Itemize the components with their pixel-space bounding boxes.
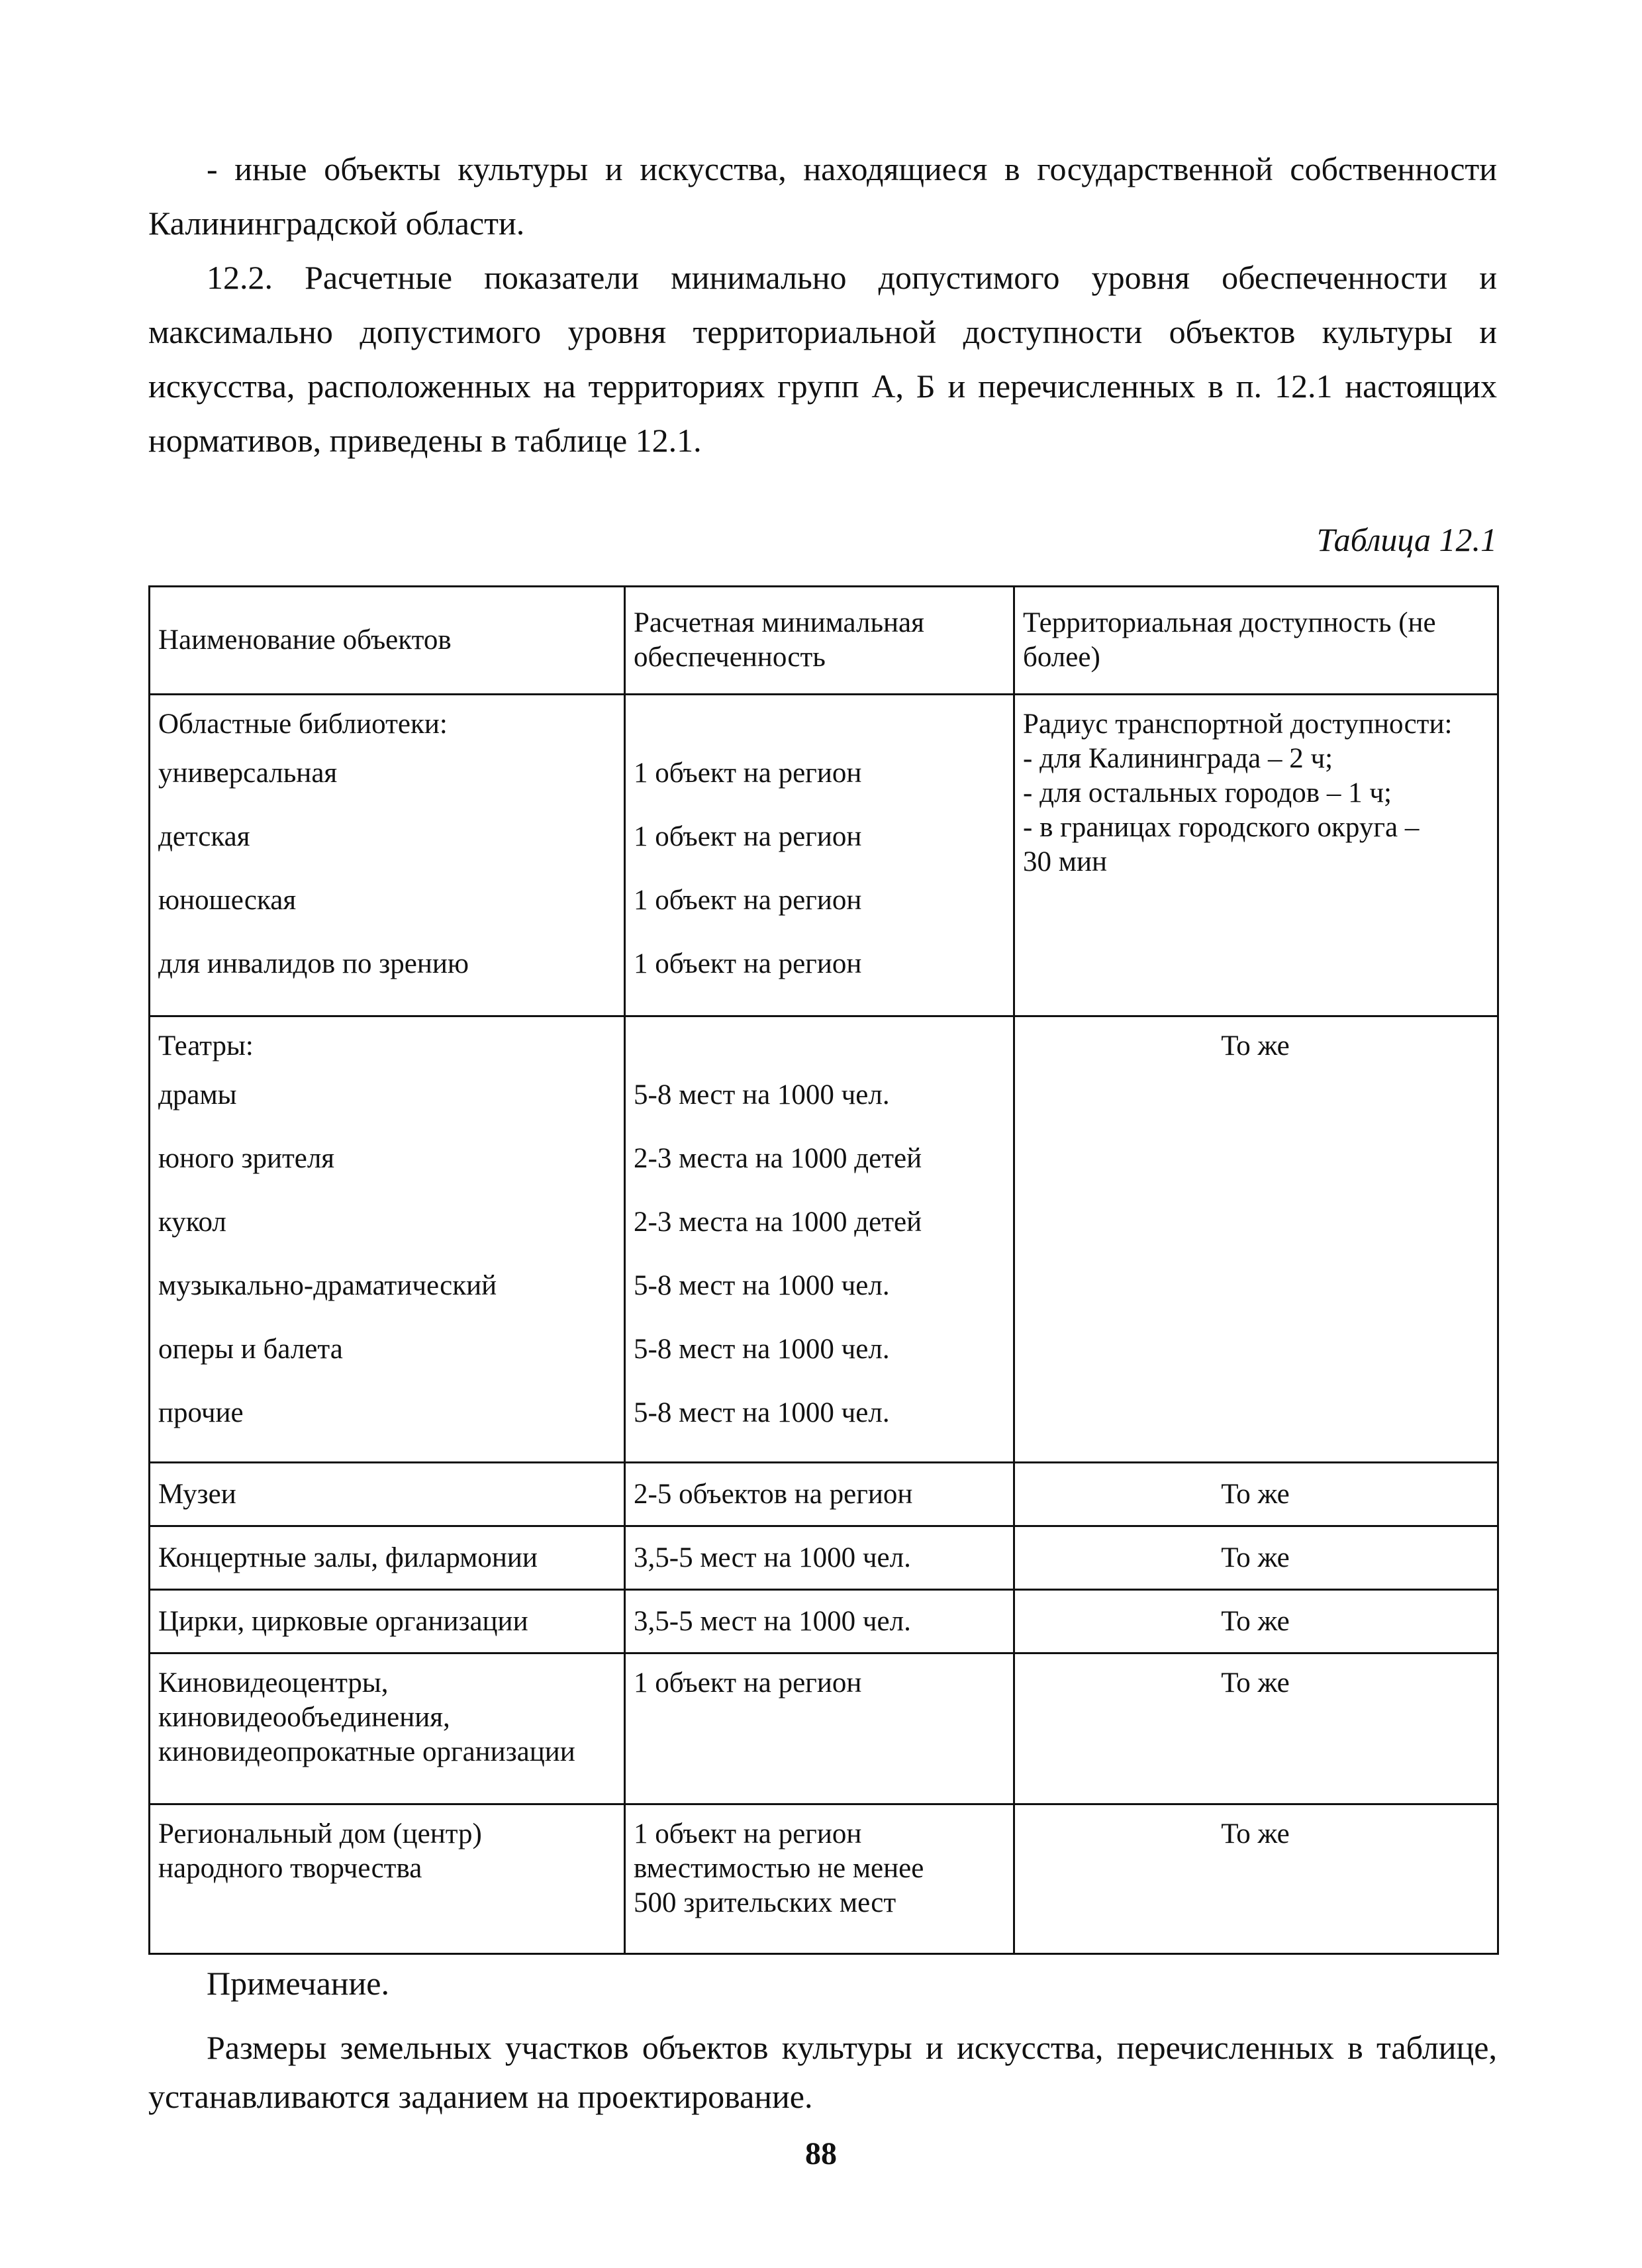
theatre-value: 2-3 места на 1000 детей bbox=[634, 1207, 922, 1238]
table-row-concert-halls bbox=[150, 1526, 1498, 1590]
cell-name: Музеи bbox=[150, 1463, 625, 1526]
cell-theatres-values bbox=[625, 1016, 1014, 1463]
access-line: - в границах городского округа – bbox=[1023, 812, 1420, 843]
header-provision: Расчетная минимальная обеспеченность bbox=[625, 587, 1014, 695]
cell-name: Киновидеоцентры, киновидеообъединения, киновидеопрокатные организации bbox=[150, 1653, 625, 1804]
theatre-value: 5-8 мест на 1000 чел. bbox=[634, 1397, 890, 1428]
theatre-item: драмы bbox=[158, 1079, 237, 1110]
note-text: Размеры земельных участков объектов культуры и искусства, перечисленных в таблице, устанавливаются заданием на проектирование. bbox=[148, 2029, 1497, 2115]
cell-value: 1 объект на регион bbox=[625, 1653, 1014, 1804]
theatre-value: 5-8 мест на 1000 чел. bbox=[634, 1079, 890, 1110]
cell-theatres-names bbox=[150, 1016, 625, 1463]
table-row-cinema-centres bbox=[150, 1653, 1498, 1804]
cell-value: 3,5-5 мест на 1000 чел. bbox=[625, 1590, 1014, 1653]
cell-access: То же bbox=[1014, 1804, 1498, 1954]
theatres-title: Театры: bbox=[158, 1030, 254, 1061]
cell-name: Региональный дом (центр) народного творчества bbox=[150, 1804, 625, 1954]
paragraph-2: 12.2. Расчетные показатели минимально допустимого уровня обеспеченности и максимально допустимого уровня территориальной доступности объектов культуры и искусства, расположенных на территориях групп А, Б и перечисленных в п. 12.1 настоящих нормативов, приведены в таблице 12.1. bbox=[148, 259, 1497, 459]
access-line: 30 мин bbox=[1023, 846, 1107, 877]
theatre-item: юного зрителя bbox=[158, 1143, 335, 1174]
libraries-title: Областные библиотеки: bbox=[158, 709, 448, 740]
theatre-item: музыкально-драматический bbox=[158, 1270, 497, 1301]
table-row-folk-art-house bbox=[150, 1804, 1498, 1954]
header-name: Наименование объектов bbox=[150, 587, 625, 695]
library-value: 1 объект на регион bbox=[634, 948, 862, 979]
theatre-item: оперы и балета bbox=[158, 1334, 343, 1365]
theatre-item: прочие bbox=[158, 1397, 244, 1428]
cell-value: 2-5 объектов на регион bbox=[625, 1463, 1014, 1526]
header-access: Территориальная доступность (не более) bbox=[1014, 587, 1498, 695]
note-title: Примечание. bbox=[207, 1965, 390, 2002]
library-item: юношеская bbox=[158, 885, 297, 916]
table-caption: Таблица 12.1 bbox=[1316, 521, 1497, 558]
theatre-item: кукол bbox=[158, 1207, 226, 1238]
library-item: детская bbox=[158, 821, 250, 852]
library-item: для инвалидов по зрению bbox=[158, 948, 469, 979]
table-row-theatres bbox=[150, 1016, 1498, 1463]
access-line: Радиус транспортной доступности: bbox=[1023, 709, 1453, 740]
cell-libraries-values bbox=[625, 695, 1014, 1016]
library-value: 1 объект на регион bbox=[634, 821, 862, 852]
cell-value: 1 объект на регион вместимостью не менее 500 зрительских мест bbox=[625, 1804, 1014, 1954]
cell-name: Цирки, цирковые организации bbox=[150, 1590, 625, 1653]
cell-access: То же bbox=[1014, 1463, 1498, 1526]
access-line: - для остальных городов – 1 ч; bbox=[1023, 777, 1392, 809]
table-row-libraries bbox=[150, 695, 1498, 1016]
cell-libraries-names bbox=[150, 695, 625, 1016]
library-value: 1 объект на регион bbox=[634, 885, 862, 916]
library-value: 1 объект на регион bbox=[634, 758, 862, 789]
page-number: 88 bbox=[805, 2136, 837, 2171]
cell-name: Концертные залы, филармонии bbox=[150, 1526, 625, 1590]
cell-access: То же bbox=[1014, 1590, 1498, 1653]
cell-access: То же bbox=[1014, 1526, 1498, 1590]
table-row-circuses bbox=[150, 1590, 1498, 1653]
library-item: универсальная bbox=[158, 758, 338, 789]
theatre-value: 5-8 мест на 1000 чел. bbox=[634, 1270, 890, 1301]
theatre-value: 2-3 места на 1000 детей bbox=[634, 1143, 922, 1174]
standards-table bbox=[148, 585, 1499, 1955]
table-row-museums bbox=[150, 1463, 1498, 1526]
table-header-row bbox=[150, 587, 1498, 695]
cell-libraries-access bbox=[1014, 695, 1498, 1016]
paragraph-1: - иные объекты культуры и искусства, находящиеся в государственной собственности Калининградской области. bbox=[148, 150, 1497, 242]
theatre-value: 5-8 мест на 1000 чел. bbox=[634, 1334, 890, 1365]
access-line: - для Калининграда – 2 ч; bbox=[1023, 743, 1333, 774]
cell-value: 3,5-5 мест на 1000 чел. bbox=[625, 1526, 1014, 1590]
cell-access: То же bbox=[1014, 1653, 1498, 1804]
cell-theatres-access: То же bbox=[1014, 1016, 1498, 1463]
